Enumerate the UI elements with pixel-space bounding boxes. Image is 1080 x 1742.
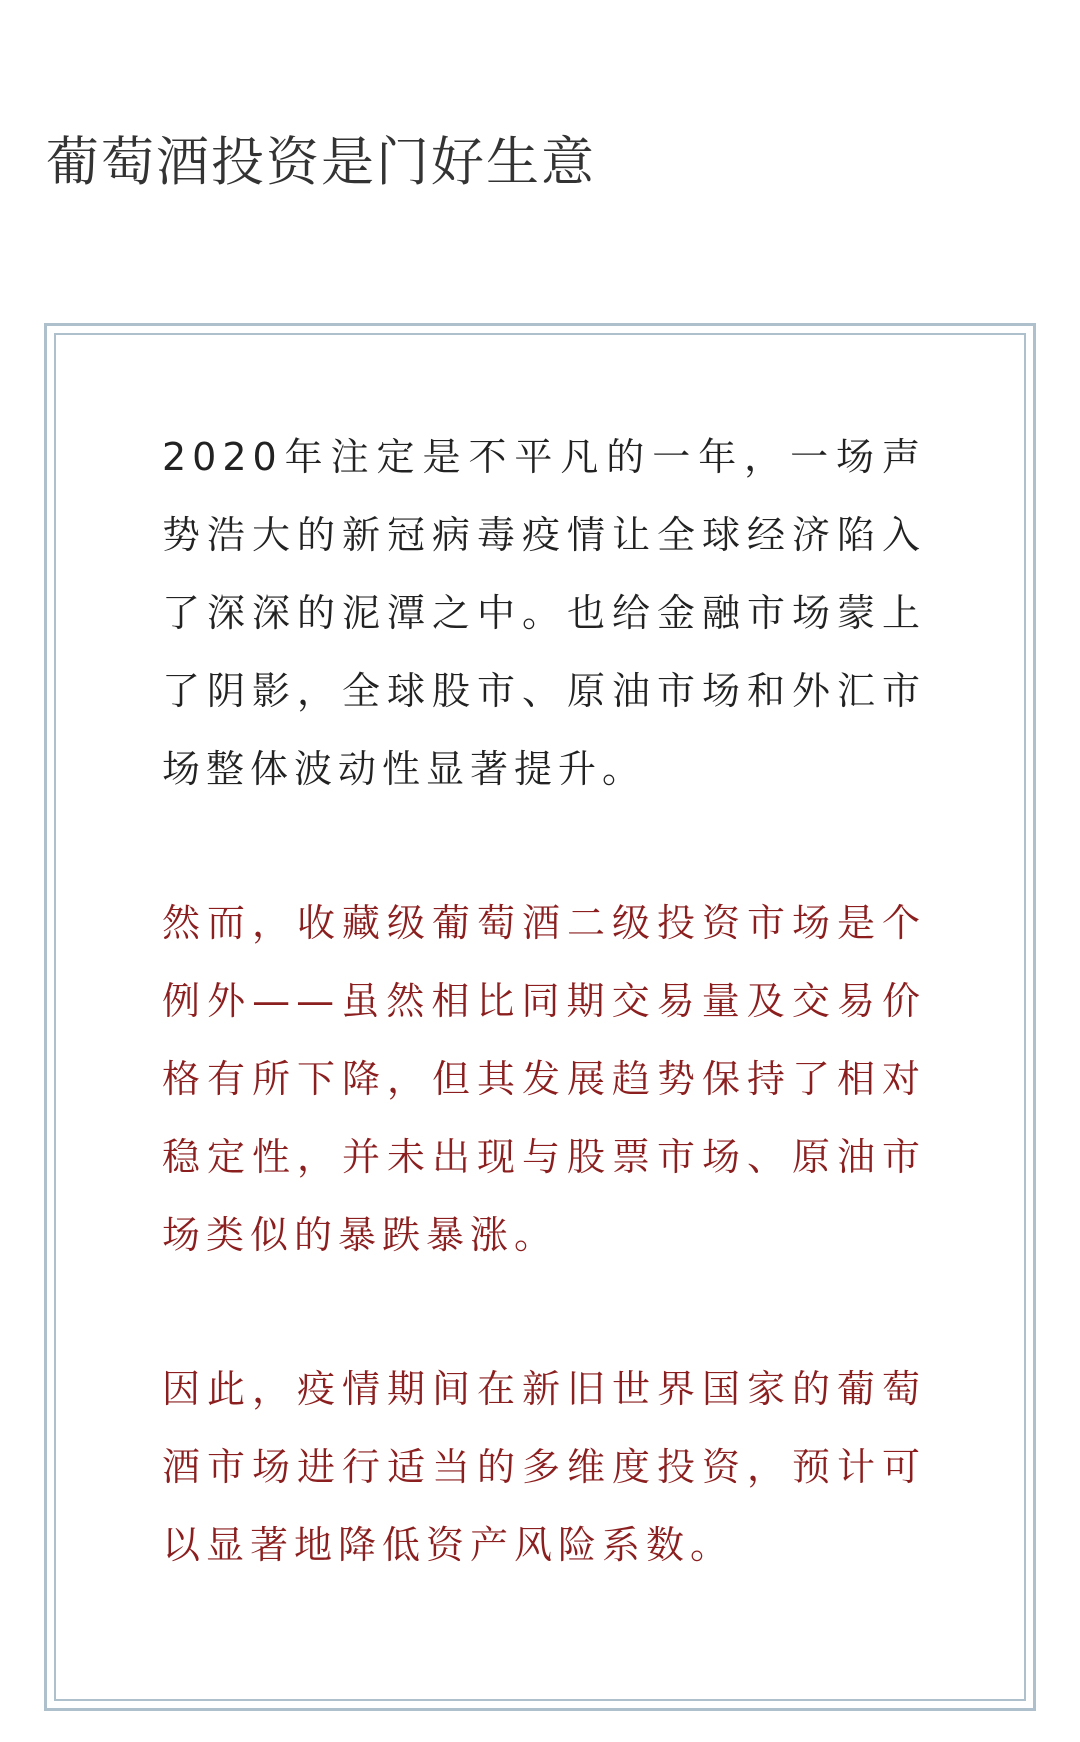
paragraph-intro: 2020年注定是不平凡的一年，一场声势浩大的新冠病毒疫情让全球经济陷入了深深的泥潭之中。也给金融市场蒙上了阴影，全球股市、原油市场和外汇市场整体波动性显著提升。 bbox=[162, 435, 926, 791]
paragraph-exception: 然而，收藏级葡萄酒二级投资市场是个例外——虽然相比同期交易量及交易价格有所下降，但其发展趋势保持了相对稳定性，并未出现与股票市场、原油市场类似的暴跌暴涨。 bbox=[162, 901, 926, 1257]
page-title: 葡萄酒投资是门好生意 bbox=[46, 132, 596, 193]
paragraph-conclusion: 因此，疫情期间在新旧世界国家的葡萄酒市场进行适当的多维度投资，预计可以显著地降低资产风险系数。 bbox=[162, 1367, 926, 1567]
